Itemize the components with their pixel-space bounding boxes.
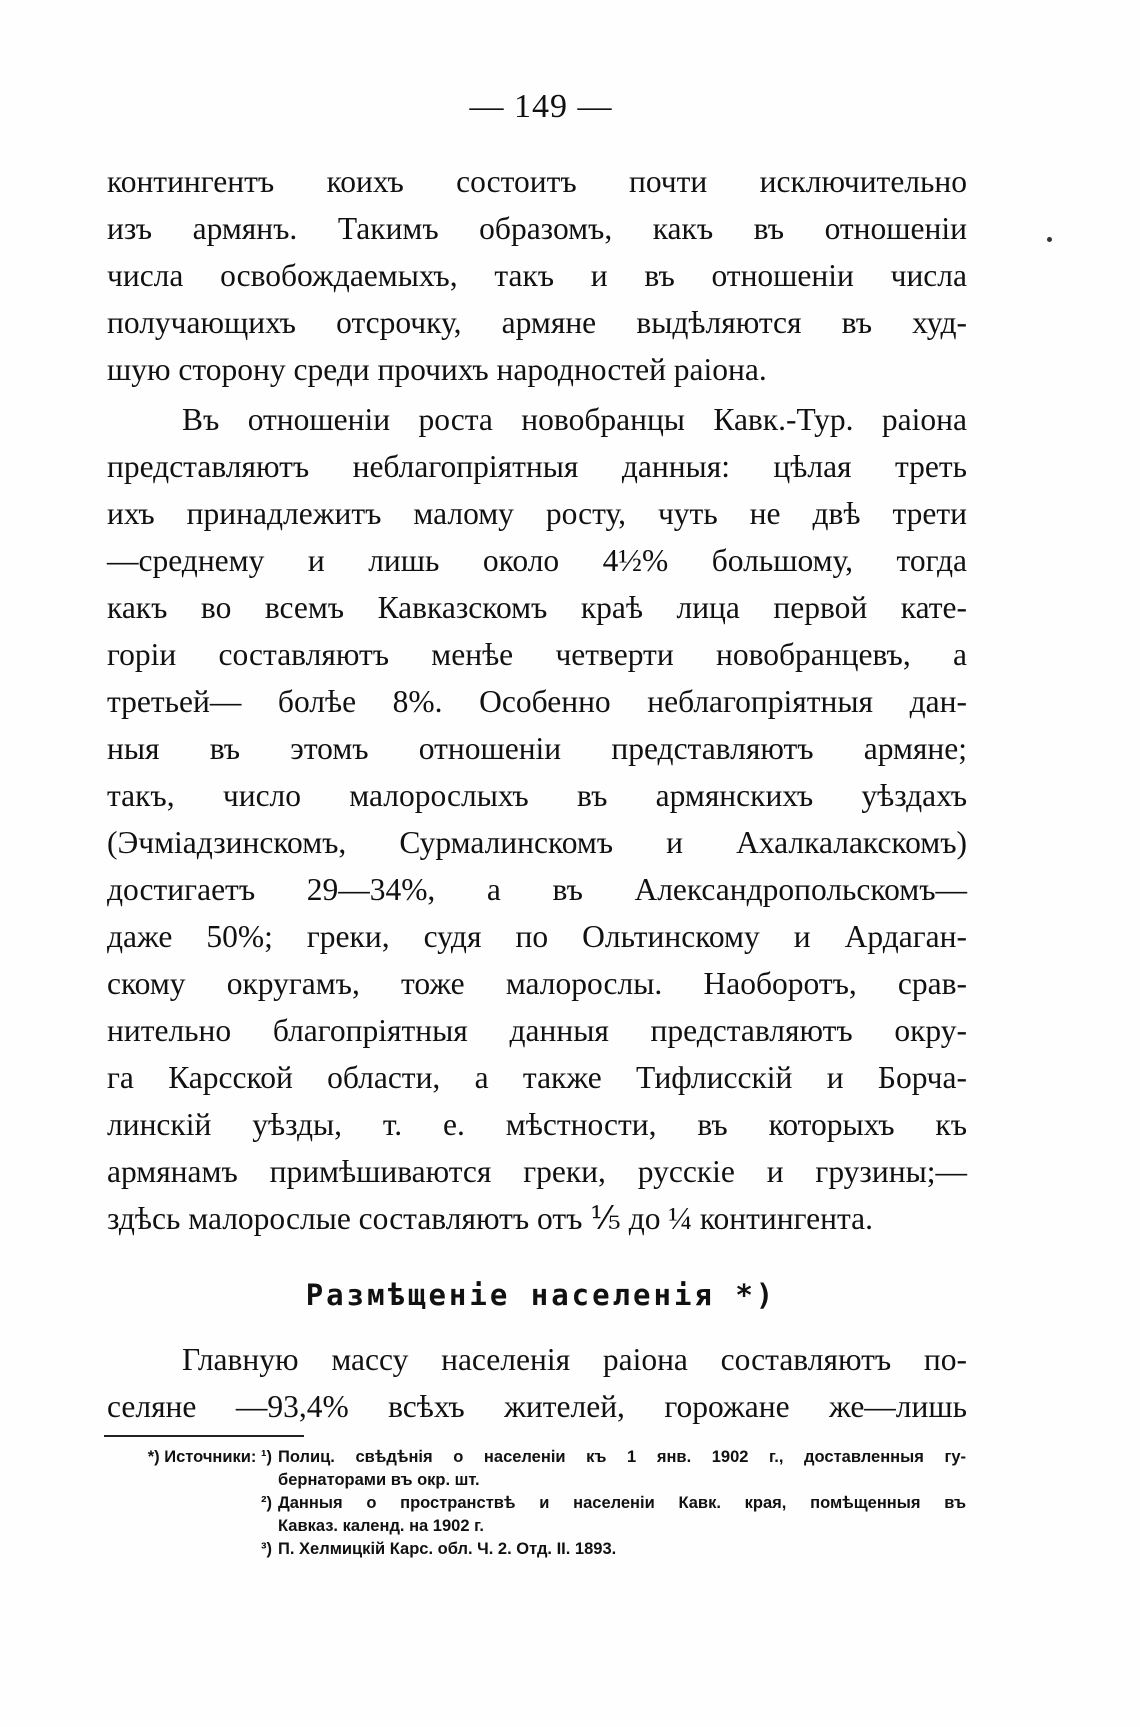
text-line: такъ, число малорослыхъ въ армянскихъ уѣздахъ <box>107 778 967 813</box>
paragraph-1 <box>107 158 967 393</box>
print-speck <box>1047 237 1052 242</box>
paragraph-3 <box>107 1336 967 1430</box>
footnote-line: П. Хелмицкій Карс. обл. Ч. 2. Отд. II. 1893. <box>278 1540 617 1558</box>
footnote-source-1 <box>126 1446 966 1492</box>
text-line: —среднему и лишь около 4½% большому, тогда <box>107 543 967 578</box>
footnote-line: Полиц. свѣдѣнія о населеніи къ 1 янв. 1902 г., доставленныя гу- <box>278 1448 966 1466</box>
text-line: скому округамъ, тоже малорослы. Наоборотъ, срав- <box>107 966 967 1001</box>
text-line: га Карсской области, а также Тифлисскій и Борча- <box>107 1060 967 1095</box>
text-line: даже 50%; греки, судя по Ольтинскому и Ардаган- <box>107 919 967 954</box>
text-line: представляютъ неблагопріятныя данныя: цѣлая треть <box>107 449 967 484</box>
footnote-marker: ²) <box>261 1494 272 1512</box>
text-line: нительно благопріятныя данныя представляютъ окру- <box>107 1013 967 1048</box>
footnote-line: Данныя о пространствѣ и населеніи Кавк. края, помѣщенныя въ <box>278 1494 966 1512</box>
text-line: шую сторону среди прочихъ народностей раіона. <box>107 352 767 387</box>
footnote-source-3 <box>126 1538 966 1561</box>
text-line: ныя въ этомъ отношеніи представляютъ армяне; <box>107 731 967 766</box>
text-line: селяне —93,4% всѣхъ жителей, горожане же—лишь <box>107 1389 967 1424</box>
text-line: контингентъ коихъ состоитъ почти исключительно <box>107 164 967 199</box>
footnote-line: Кавказ. календ. на 1902 г. <box>278 1517 484 1535</box>
text-line: третьей— болѣе 8%. Особенно неблагопріятныя дан- <box>107 684 967 719</box>
footnote-lead <box>126 1446 278 1492</box>
footnotes <box>126 1446 966 1561</box>
text-line: линскій уѣзды, т. е. мѣстности, въ которыхъ къ <box>107 1107 967 1142</box>
footnote-divider <box>104 1435 304 1437</box>
footnote-body <box>278 1538 966 1561</box>
text-line: (Эчміадзинскомъ, Сурмалинскомъ и Ахалкалакскомъ) <box>107 825 967 860</box>
text-line: армянамъ примѣшиваются греки, русскіе и грузины;— <box>107 1154 967 1189</box>
text-line: ихъ принадлежитъ малому росту, чуть не двѣ трети <box>107 496 967 531</box>
text-line: Въ отношеніи роста новобранцы Кавк.-Тур. раіона <box>182 402 967 437</box>
page-number: — 149 — <box>469 88 613 125</box>
text-line: получающихъ отсрочку, армяне выдѣляются въ худ- <box>107 305 967 340</box>
text-line: здѣсь малорослые составляютъ отъ ⅕ до ¼ контингента. <box>107 1201 873 1236</box>
text-line: изъ армянъ. Такимъ образомъ, какъ въ отношеніи <box>107 211 967 246</box>
paragraph-2 <box>107 396 967 1242</box>
text-line: Главную массу населенія раіона составляютъ по- <box>182 1342 967 1377</box>
footnote-body <box>278 1446 966 1492</box>
footnote-lead-label: *) Источники: <box>147 1448 257 1466</box>
text-line: достигаетъ 29—34%, а въ Александропольскомъ— <box>107 872 967 907</box>
section-heading: Размѣщеніе населенія *) <box>305 1278 777 1312</box>
text-line: какъ во всемъ Кавказскомъ краѣ лица первой кате- <box>107 590 967 625</box>
footnote-source-2 <box>126 1492 966 1538</box>
footnote-marker: ¹) <box>261 1448 272 1466</box>
footnote-marker: ³) <box>261 1540 272 1558</box>
footnote-line: бернаторами въ окр. шт. <box>278 1471 480 1489</box>
footnote-body <box>278 1492 966 1538</box>
text-line: горіи составляютъ менѣе четверти новобранцевъ, а <box>107 637 967 672</box>
text-line: числа освобождаемыхъ, такъ и въ отношеніи числа <box>107 258 967 293</box>
